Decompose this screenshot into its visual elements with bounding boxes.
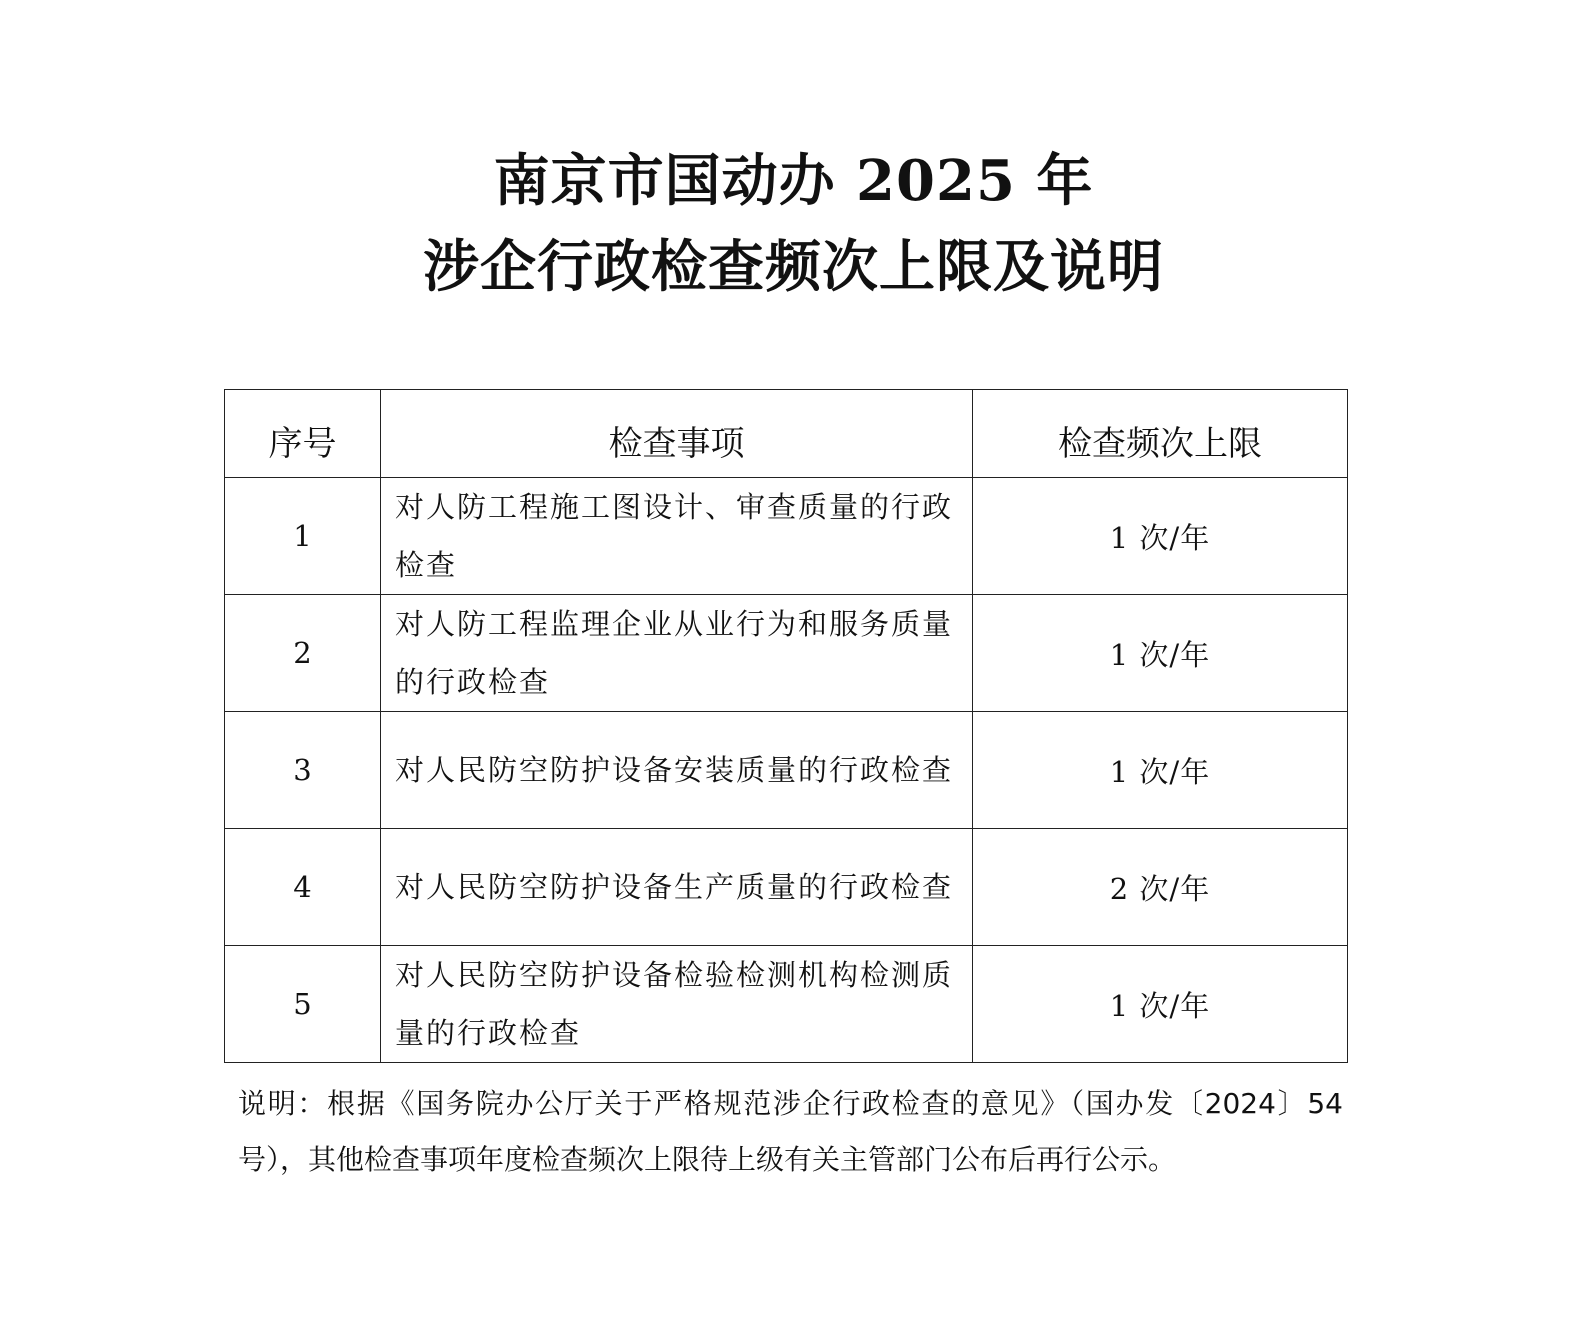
table-row [225,712,1348,829]
row-inspection-item: 对人防工程施工图设计、审查质量的行政检查 [381,478,973,595]
document-title-line-2: 涉企行政检查频次上限及说明 [423,234,1164,300]
row-inspection-item: 对人防工程监理企业从业行为和服务质量的行政检查 [381,595,973,712]
table-row [225,595,1348,712]
document-title-line-1: 南京市国动办 2025 年 [493,148,1094,214]
row-frequency-limit: 1 次/年 [973,712,1348,829]
table-row [225,946,1348,1063]
table-row [225,478,1348,595]
row-frequency-limit: 1 次/年 [973,946,1348,1063]
row-frequency-limit: 1 次/年 [973,478,1348,595]
row-inspection-item: 对人民防空防护设备生产质量的行政检查 [381,829,973,946]
table-row [225,829,1348,946]
row-serial-number: 4 [225,829,381,946]
header-inspection-item: 检查事项 [381,390,973,478]
row-serial-number: 2 [225,595,381,712]
row-frequency-limit: 1 次/年 [973,595,1348,712]
row-inspection-item: 对人民防空防护设备检验检测机构检测质量的行政检查 [381,946,973,1063]
table-header-row [225,390,1348,478]
row-serial-number: 1 [225,478,381,595]
row-serial-number: 5 [225,946,381,1063]
explanatory-note: 说明：根据《国务院办公厅关于严格规范涉企行政检查的意见》（国办发〔2024〕54 号），其他检查事项年度检查频次上限待上级有关主管部门公布后再行公示。 [238,1087,1343,1176]
row-inspection-item: 对人民防空防护设备安装质量的行政检查 [381,712,973,829]
inspection-frequency-table [224,389,1348,1063]
row-frequency-limit: 2 次/年 [973,829,1348,946]
header-frequency-limit: 检查频次上限 [973,390,1348,478]
header-serial-number: 序号 [225,390,381,478]
row-serial-number: 3 [225,712,381,829]
